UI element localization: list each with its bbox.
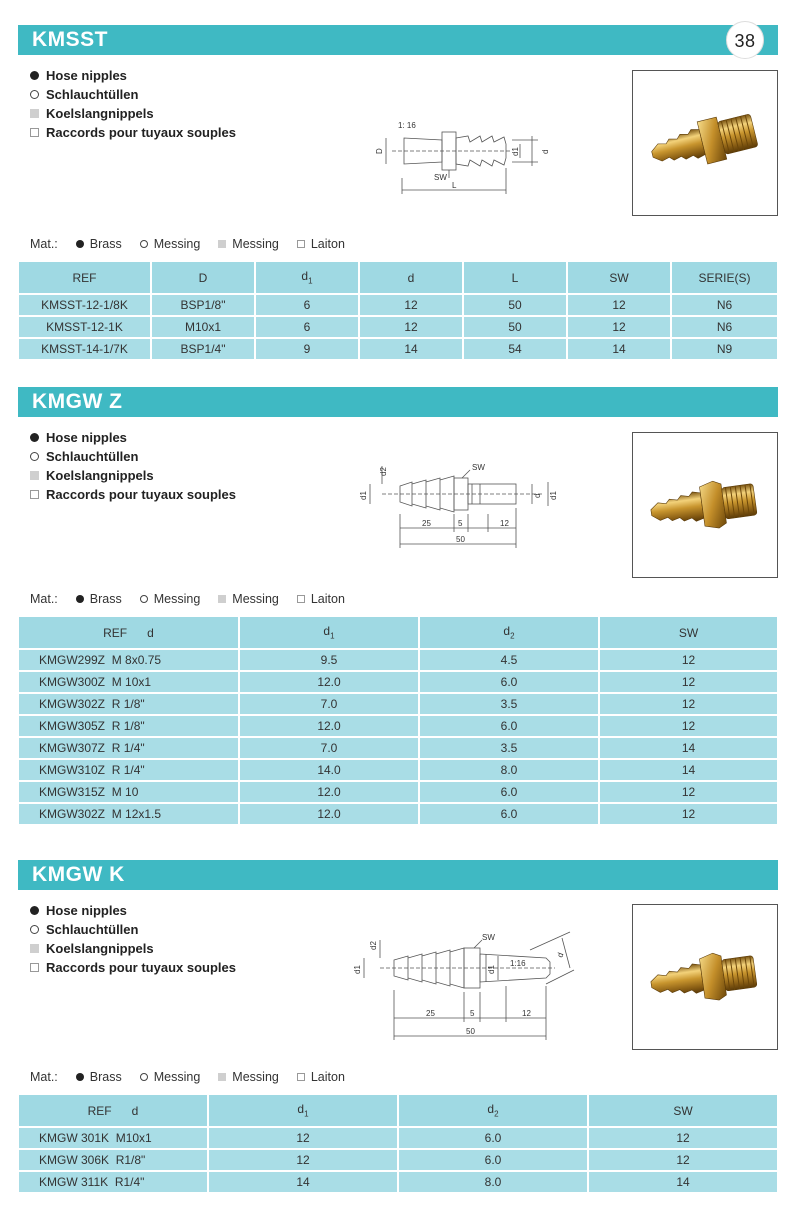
lang-item-nl: Koelslangnippels (30, 466, 236, 485)
column-header: $d_2$ (398, 1094, 588, 1127)
column-header: $d_1$ (255, 261, 359, 294)
material-row: Mat.: Brass Messing Messing Laiton (30, 592, 345, 606)
square-icon (30, 944, 39, 953)
table-row (18, 693, 778, 715)
square-icon (30, 471, 39, 480)
filled-dot-icon (30, 433, 39, 442)
lang-item-de: Schlauchtüllen (30, 85, 236, 104)
table-row (18, 803, 778, 825)
svg-text:SW: SW (472, 463, 485, 472)
column-header: SW (588, 1094, 778, 1127)
circle-icon (30, 452, 39, 461)
table-row (18, 649, 778, 671)
table-row (18, 1127, 778, 1149)
value-cell: 7.0 (239, 737, 419, 759)
value-cell: 12 (599, 671, 778, 693)
material-row: Mat.: Brass Messing Messing Laiton (30, 237, 345, 251)
square-icon (218, 595, 226, 603)
table-row (18, 737, 778, 759)
product-photo-kmsst (632, 70, 778, 216)
svg-text:d: d (541, 149, 550, 154)
table-header-row (18, 616, 778, 649)
table-row (18, 671, 778, 693)
box-icon (30, 963, 39, 972)
product-photo-kmgw-k (632, 904, 778, 1050)
value-cell: 6.0 (419, 671, 599, 693)
column-header: SW (567, 261, 671, 294)
value-cell: 12 (599, 803, 778, 825)
value-cell: 4.5 (419, 649, 599, 671)
value-cell: 12 (588, 1127, 778, 1149)
circle-icon (30, 90, 39, 99)
section-title-text: KMSST (32, 28, 108, 51)
table-row (18, 759, 778, 781)
svg-text:L: L (452, 181, 457, 190)
column-header: $d_2$ (419, 616, 599, 649)
column-header: REF (18, 261, 151, 294)
column-header: D (151, 261, 255, 294)
lang-item-en: Hose nipples (30, 901, 236, 920)
svg-text:d: d (533, 493, 542, 498)
circle-icon (140, 1073, 148, 1081)
value-cell: 12.0 (239, 671, 419, 693)
ref-cell: KMGW307Z R 1/4" (18, 737, 239, 759)
lang-item-de: Schlauchtüllen (30, 920, 236, 939)
spec-table-kmgw-z (18, 616, 778, 825)
filled-dot-icon (76, 240, 84, 248)
circle-icon (30, 925, 39, 934)
svg-text:50: 50 (456, 535, 465, 544)
svg-text:25: 25 (422, 519, 431, 528)
table-row: KMSST-14-1/7K BSP1/4" 9 14 54 14 N9 (18, 338, 778, 360)
section-title-text: KMGW Z (32, 390, 123, 413)
table-row (18, 715, 778, 737)
ref-cell: KMGW299Z M 8x0.75 (18, 649, 239, 671)
column-header: L (463, 261, 567, 294)
ref-cell: KMGW 311K R1/4" (18, 1171, 208, 1193)
filled-dot-icon (30, 906, 39, 915)
technical-drawing-kmsst (372, 118, 562, 203)
value-cell: 6.0 (398, 1149, 588, 1171)
table-row: KMSST-12-1K M10x1 6 12 50 12 N6 (18, 316, 778, 338)
square-icon (218, 240, 226, 248)
column-header: REF d (18, 1094, 208, 1127)
ref-cell: KMGW305Z R 1/8" (18, 715, 239, 737)
column-header: d (359, 261, 463, 294)
drawing-ratio-label: 1: 16 (398, 121, 416, 130)
page-number: 38 (726, 21, 764, 59)
svg-text:d1: d1 (511, 147, 520, 156)
svg-text:d1: d1 (549, 491, 558, 500)
value-cell: 6.0 (398, 1127, 588, 1149)
lang-item-de: Schlauchtüllen (30, 447, 236, 466)
language-list (30, 428, 236, 504)
svg-text:SW: SW (434, 173, 447, 182)
value-cell: 12 (599, 649, 778, 671)
box-icon (297, 240, 305, 248)
spec-table-kmsst (18, 261, 778, 360)
table-row (18, 1149, 778, 1171)
lang-item-en: Hose nipples (30, 66, 236, 85)
value-cell: 12 (208, 1127, 398, 1149)
spec-table-kmgw-k (18, 1094, 778, 1193)
language-list (30, 901, 236, 977)
column-header: $d_1$ (208, 1094, 398, 1127)
product-photo-kmgw-z (632, 432, 778, 578)
svg-text:d1: d1 (359, 491, 368, 500)
column-header: SW (599, 616, 778, 649)
square-icon (30, 109, 39, 118)
lang-item-fr: Raccords pour tuyaux souples (30, 485, 236, 504)
ref-cell: KMGW315Z M 10 (18, 781, 239, 803)
svg-text:d2: d2 (369, 941, 378, 950)
column-header: $d_1$ (239, 616, 419, 649)
table-header-row (18, 1094, 778, 1127)
filled-dot-icon (30, 71, 39, 80)
value-cell: 8.0 (419, 759, 599, 781)
svg-text:d: d (555, 951, 566, 959)
value-cell: 12.0 (239, 803, 419, 825)
svg-text:5: 5 (458, 519, 463, 528)
lang-item-nl: Koelslangnippels (30, 939, 236, 958)
value-cell: 9.5 (239, 649, 419, 671)
svg-text:50: 50 (466, 1027, 475, 1036)
box-icon (297, 595, 305, 603)
ref-cell: KMGW300Z M 10x1 (18, 671, 239, 693)
value-cell: 12.0 (239, 715, 419, 737)
value-cell: 8.0 (398, 1171, 588, 1193)
value-cell: 14 (588, 1171, 778, 1193)
ref-cell: KMGW 301K M10x1 (18, 1127, 208, 1149)
section-title-kmgw-z (18, 387, 778, 417)
svg-text:1:16: 1:16 (510, 959, 526, 968)
value-cell: 12.0 (239, 781, 419, 803)
value-cell: 3.5 (419, 737, 599, 759)
section-title-kmsst (18, 25, 778, 55)
svg-text:5: 5 (470, 1009, 475, 1018)
circle-icon (140, 595, 148, 603)
ref-cell: KMGW 306K R1/8" (18, 1149, 208, 1171)
value-cell: 14.0 (239, 759, 419, 781)
value-cell: 7.0 (239, 693, 419, 715)
svg-text:25: 25 (426, 1009, 435, 1018)
box-icon (297, 1073, 305, 1081)
table-header-row (18, 261, 778, 294)
svg-text:d2: d2 (379, 467, 388, 476)
lang-item-en: Hose nipples (30, 428, 236, 447)
section-title-text: KMGW K (32, 863, 125, 886)
value-cell: 14 (208, 1171, 398, 1193)
svg-text:12: 12 (500, 519, 509, 528)
filled-dot-icon (76, 595, 84, 603)
value-cell: 6.0 (419, 803, 599, 825)
value-cell: 12 (599, 781, 778, 803)
table-row: KMSST-12-1/8K BSP1/8" 6 12 50 12 N6 (18, 294, 778, 316)
svg-text:12: 12 (522, 1009, 531, 1018)
ref-cell: KMGW302Z R 1/8" (18, 693, 239, 715)
table-row (18, 781, 778, 803)
ref-cell: KMGW310Z R 1/4" (18, 759, 239, 781)
table-row (18, 1171, 778, 1193)
filled-dot-icon (76, 1073, 84, 1081)
value-cell: 12 (599, 715, 778, 737)
material-row: Mat.: Brass Messing Messing Laiton (30, 1070, 345, 1084)
value-cell: 3.5 (419, 693, 599, 715)
column-header: SERIE(S) (671, 261, 778, 294)
svg-text:d1: d1 (353, 965, 362, 974)
value-cell: 12 (208, 1149, 398, 1171)
lang-item-fr: Raccords pour tuyaux souples (30, 123, 236, 142)
technical-drawing-kmgw-k (350, 930, 575, 1045)
value-cell: 14 (599, 737, 778, 759)
section-title-kmgw-k (18, 860, 778, 890)
technical-drawing-kmgw-z (352, 458, 564, 552)
box-icon (30, 128, 39, 137)
square-icon (218, 1073, 226, 1081)
ref-cell: KMGW302Z M 12x1.5 (18, 803, 239, 825)
svg-text:D: D (375, 148, 384, 154)
svg-text:d1: d1 (487, 965, 496, 974)
value-cell: 6.0 (419, 781, 599, 803)
column-header: REF d (18, 616, 239, 649)
value-cell: 14 (599, 759, 778, 781)
circle-icon (140, 240, 148, 248)
value-cell: 12 (588, 1149, 778, 1171)
lang-item-fr: Raccords pour tuyaux souples (30, 958, 236, 977)
value-cell: 12 (599, 693, 778, 715)
value-cell: 6.0 (419, 715, 599, 737)
language-list (30, 66, 236, 142)
box-icon (30, 490, 39, 499)
svg-text:SW: SW (482, 933, 495, 942)
lang-item-nl: Koelslangnippels (30, 104, 236, 123)
